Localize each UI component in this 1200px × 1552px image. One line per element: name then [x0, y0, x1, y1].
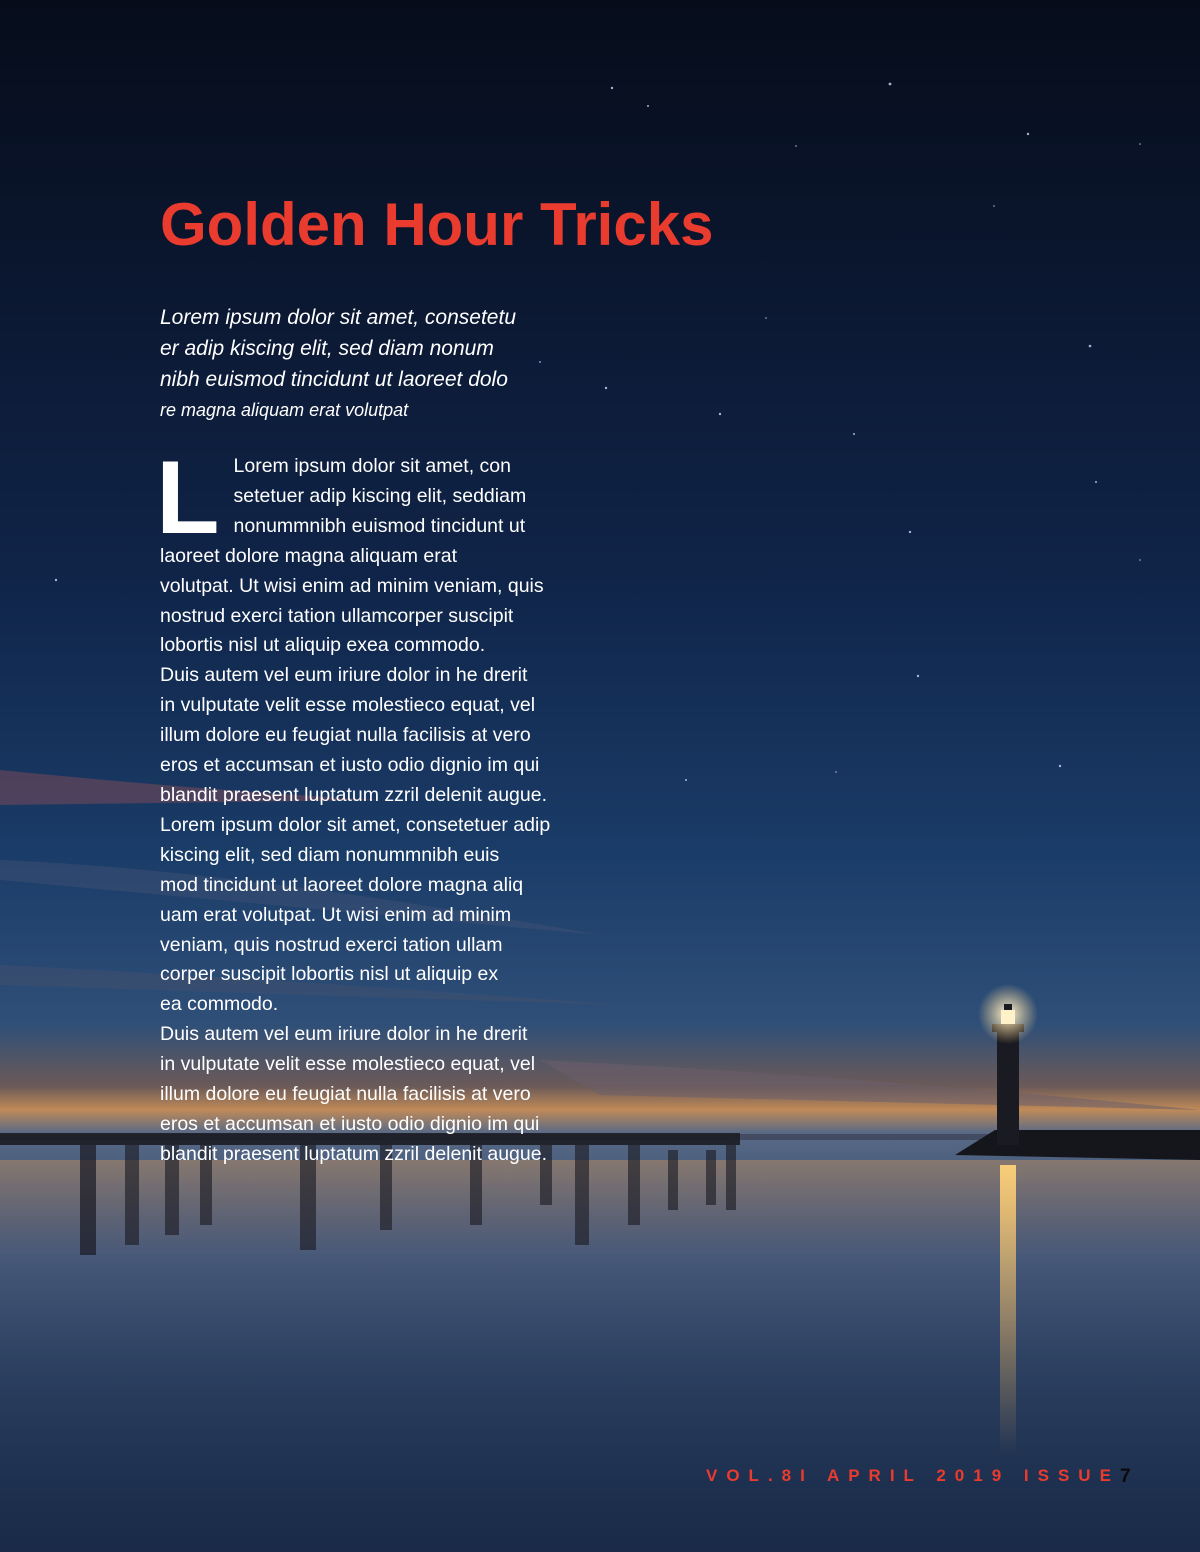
body-line: nonummnibh euismod tincidunt ut — [233, 514, 526, 537]
lead-line: re magna aliquam erat volutpat — [160, 400, 409, 420]
lead-line: Lorem ipsum dolor sit amet, consetetu — [160, 306, 516, 329]
body-line: ea commodo. — [160, 993, 279, 1016]
lead-line: nibh euismod tincidunt ut laoreet dolo — [160, 368, 508, 391]
body-line: setetuer adip kiscing elit, seddiam — [233, 484, 527, 507]
article-lead — [160, 302, 560, 426]
page-number: 7 — [1120, 1466, 1131, 1487]
body-line: volutpat. Ut wisi enim ad minim veniam, quis — [160, 574, 544, 597]
body-line: uam erat volutpat. Ut wisi enim ad minim — [160, 903, 512, 926]
body-line: eros et accumsan et iusto odio dignio im qui — [160, 1112, 540, 1135]
body-line: illum dolore eu feugiat nulla facilisis at vero — [160, 724, 531, 747]
body-line: laoreet dolore magna aliquam erat — [160, 544, 458, 567]
body-line: kiscing elit, sed diam nonummnibh euis — [160, 843, 500, 866]
body-line: corper suscipit lobortis nisl ut aliquip ex — [160, 963, 499, 986]
article-title: Golden Hour Tricks — [160, 191, 714, 258]
lead-line: er adip kiscing elit, sed diam nonum — [160, 337, 494, 360]
drop-cap: L — [156, 440, 220, 556]
article-body — [156, 440, 580, 1170]
body-line: veniam, quis nostrud exerci tation ullam — [160, 933, 503, 956]
body-line: Duis autem vel eum iriure dolor in he drerit — [160, 664, 528, 687]
body-line: mod tincidunt ut laoreet dolore magna aliq — [160, 873, 524, 896]
body-line: blandit praesent luptatum zzril delenit augue. — [160, 783, 547, 806]
body-line: nostrud exerci tation ullamcorper suscipit — [160, 604, 514, 627]
body-line: illum dolore eu feugiat nulla facilisis at vero — [160, 1083, 531, 1106]
body-line: in vulputate velit esse molestieco equat, vel — [160, 1053, 536, 1076]
body-line: Lorem ipsum dolor sit amet, con — [233, 455, 511, 477]
body-line: in vulputate velit esse molestieco equat, vel — [160, 694, 536, 717]
body-line: Duis autem vel eum iriure dolor in he drerit — [160, 1023, 528, 1046]
body-line: Lorem ipsum dolor sit amet, consetetuer adip — [160, 813, 551, 836]
body-line: blandit praesent luptatum zzril delenit augue. — [160, 1142, 547, 1165]
body-line: lobortis nisl ut aliquip exea commodo. — [160, 634, 486, 657]
body-line: eros et accumsan et iusto odio dignio im qui — [160, 754, 540, 777]
issue-label: VOL.8I APRIL 2019 ISSUE — [706, 1466, 1120, 1485]
